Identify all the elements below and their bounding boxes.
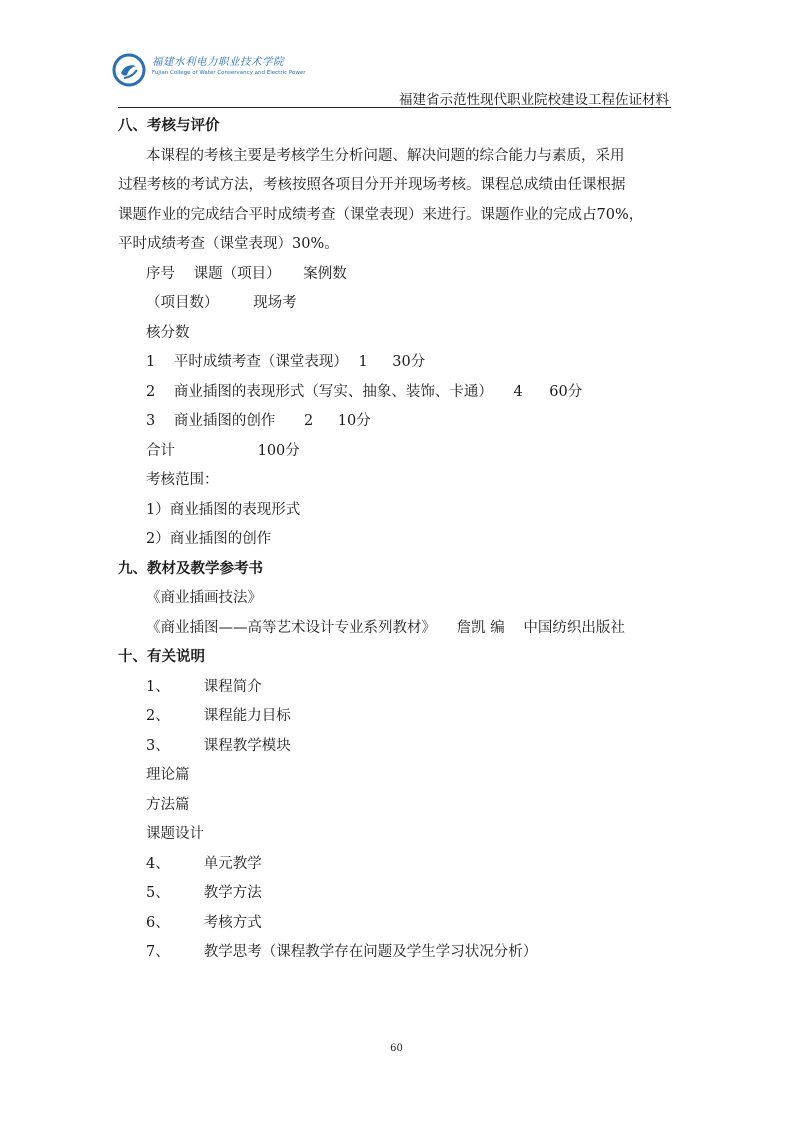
row-score: 30分 — [392, 354, 426, 370]
book-title: 《商业插图——高等艺术设计专业系列教材》 — [146, 619, 436, 636]
row-no: 2 — [146, 383, 156, 400]
row-topic: 商业插图的创作 — [173, 413, 276, 429]
col-topic-label: 课题（项目） — [193, 265, 281, 282]
row-count: 1 — [358, 354, 368, 370]
sub-item: 理论篇 — [146, 767, 190, 783]
row-topic: 平时成绩考查（课堂表现） — [173, 354, 348, 370]
scope-label: 考核范围： — [146, 472, 219, 488]
list-item-text: 课程简介 — [203, 678, 262, 695]
assessment-table-header-cont — [118, 289, 678, 319]
page-number: 60 — [390, 1043, 403, 1054]
col-score-label-cont: 核分数 — [146, 324, 190, 341]
table-total-row — [118, 437, 678, 467]
row-no: 1 — [146, 354, 156, 370]
reference-book: 《商业插画技法》 — [146, 590, 262, 606]
list-item-no: 6、 — [146, 914, 170, 931]
col-score-label: 现场考 — [253, 295, 297, 311]
total-value: 100分 — [257, 442, 300, 459]
assessment-table-header — [118, 260, 678, 290]
logo-subtext: Fujian College of Water Conservancy and Electric Power — [152, 70, 306, 76]
book-author: 詹凯 编 — [456, 619, 505, 636]
table-row — [118, 378, 678, 408]
list-item-text: 教学方法 — [203, 885, 262, 901]
list-item — [118, 909, 678, 939]
col-no-label: 序号 — [146, 265, 175, 282]
list-item-no: 7、 — [146, 944, 170, 960]
section-8-paragraph-line: 本课程的考核主要是考核学生分析问题、解决问题的综合能力与素质，采用 — [146, 147, 625, 164]
row-no: 3 — [146, 413, 156, 429]
sub-item: 课题设计 — [146, 826, 204, 842]
list-item-text: 课程教学模块 — [203, 737, 291, 754]
list-item — [118, 702, 678, 732]
reference-book — [118, 614, 678, 644]
scope-item: 1）商业插图的表现形式 — [146, 501, 301, 518]
table-row — [118, 348, 678, 378]
list-item-text: 考核方式 — [203, 914, 262, 931]
list-item — [118, 732, 678, 762]
section-8-paragraph-line: 过程考核的考试方法，考核按照各项目分开并现场考核。课程总成绩由任课根据 — [118, 177, 626, 193]
list-item-text: 教学思考（课程教学存在问题及学生学习状况分析） — [203, 944, 538, 960]
col-count-label-cont: （项目数） — [146, 295, 219, 311]
row-topic: 商业插图的表现形式（写实、抽象、装饰、卡通） — [173, 383, 493, 400]
col-count-label: 案例数 — [303, 265, 347, 282]
list-item-text: 单元教学 — [203, 855, 262, 872]
college-emblem-icon — [112, 53, 146, 87]
logo-text: 福建水利电力职业技术学院 — [152, 56, 284, 68]
row-score: 10分 — [337, 413, 371, 429]
sub-item: 方法篇 — [146, 796, 190, 813]
list-item — [118, 938, 678, 968]
section-8-paragraph-line: 课题作业的完成结合平时成绩考查（课堂表现）来进行。课题作业的完成占70%， — [118, 206, 644, 223]
total-label: 合计 — [146, 442, 175, 459]
document-body — [118, 112, 678, 968]
book-publisher: 中国纺织出版社 — [523, 619, 625, 636]
row-count: 4 — [513, 383, 523, 400]
list-item-no: 2、 — [146, 708, 170, 724]
section-10-heading: 十、有关说明 — [118, 649, 205, 665]
list-item — [118, 879, 678, 909]
header-title: 福建省示范性现代职业院校建设工程佐证材料 — [399, 92, 669, 108]
list-item-no: 1、 — [146, 678, 170, 695]
table-row — [118, 407, 678, 437]
list-item-no: 5、 — [146, 885, 170, 901]
list-item-no: 3、 — [146, 737, 170, 754]
list-item — [118, 673, 678, 703]
list-item-text: 课程能力目标 — [203, 708, 291, 724]
section-8-paragraph-line: 平时成绩考查（课堂表现）30%。 — [118, 236, 339, 252]
college-logo — [112, 50, 306, 90]
row-score: 60分 — [549, 383, 583, 400]
section-8-heading: 八、考核与评价 — [118, 118, 220, 134]
list-item-no: 4、 — [146, 855, 170, 872]
section-9-heading: 九、教材及教学参考书 — [118, 560, 263, 577]
scope-item: 2）商业插图的创作 — [146, 531, 272, 547]
list-item — [118, 850, 678, 880]
row-count: 2 — [303, 413, 314, 429]
header-divider — [118, 107, 671, 108]
